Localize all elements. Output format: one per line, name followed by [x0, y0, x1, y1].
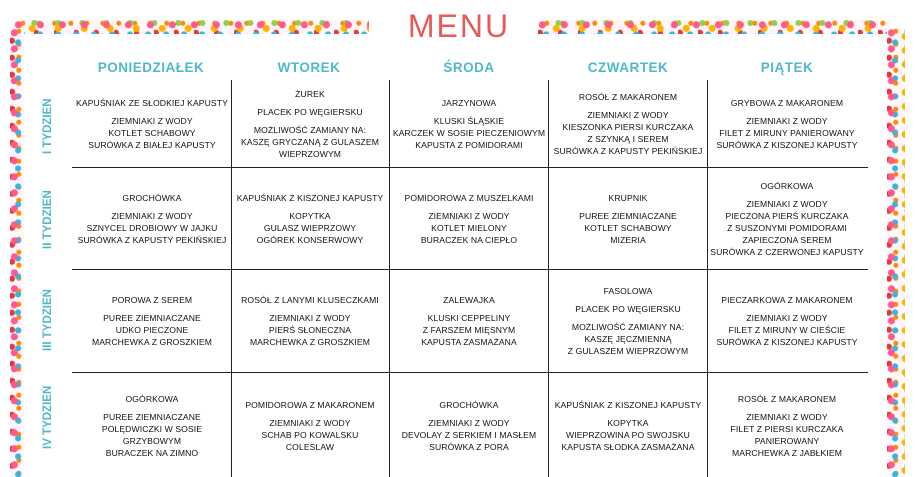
main-course-line: MARCHEWKA Z GROSZKIEM	[249, 337, 371, 347]
main-course	[554, 109, 703, 157]
main-course-line: ZIEMNIAKI Z WODY	[111, 210, 193, 221]
main-course-line: DEVOLAY Z SERKIEM I MASŁEM	[401, 429, 537, 440]
menu-cell	[709, 169, 865, 268]
floral-border-left	[10, 28, 24, 477]
main-course-line: Z SZYNKĄ I SEREM	[587, 134, 669, 144]
main-course-line: KOTLET SCHABOWY	[584, 222, 672, 233]
soup-text: POROWA Z SEREM	[111, 295, 193, 305]
main-course-line: ZIEMNIAKI Z WODY	[746, 411, 828, 422]
soup-text: ROSÓŁ Z LANYMI KLUSECZKAMI	[241, 295, 379, 305]
main-course-line: KLUSKI ŚLĄSKIE	[433, 116, 505, 126]
main-course-line: UDKO PIECZONE	[115, 325, 189, 335]
main-course-line: FILET Z MIRUNY W CIEŚCIE	[728, 325, 846, 335]
week-label-4: IV TYDZIEŃ	[42, 385, 54, 450]
soup-text: OGÓRKOWA	[125, 393, 179, 404]
main-course-line: SURÓWKA Z BIAŁEJ KAPUSTY	[88, 140, 216, 150]
day-header-tuesday: WTOREK	[277, 60, 341, 75]
main-course-line: PUREE ZIEMNIACZANE	[103, 411, 201, 422]
menu-cell	[550, 374, 706, 477]
main-course-line: KOTLET MIELONY	[431, 222, 507, 233]
day-header-friday: PIĄTEK	[760, 60, 814, 75]
menu-cell	[74, 374, 230, 477]
menu-cell	[232, 82, 388, 166]
main-course-line: MARCHEWKA Z GROSZKIEM	[91, 337, 213, 347]
main-course-line: SZNYCEL DROBIOWY W JAJKU	[86, 222, 218, 233]
main-course-line: ZIEMNIAKI Z WODY	[269, 417, 351, 428]
soup-text: POMIDOROWA Z MAKARONEM	[245, 399, 375, 410]
grid-line	[72, 167, 868, 168]
alternative-option-line: Z GULASZEM WIEPRZOWYM	[567, 346, 689, 356]
alternative-option-line: MOŻLIWOŚĆ ZAMIANY NA:	[253, 125, 367, 135]
soup-text: ROSÓŁ Z MAKARONEM	[737, 393, 837, 404]
soup-text: KAPUŚNIAK Z KISZONEJ KAPUSTY	[236, 192, 384, 203]
menu-cell	[709, 374, 865, 477]
alternative-option	[241, 124, 379, 160]
main-course-line: KLUSKI CEPPELINY	[427, 313, 511, 323]
menu-cell	[391, 169, 547, 268]
main-course-line: PUREE ZIEMNIACZANE	[579, 210, 677, 221]
main-course-line: KAPUSTA Z POMIDORAMI	[415, 140, 523, 150]
main-course-line: ZIEMNIAKI Z WODY	[269, 313, 351, 323]
main-course-line: KOPYTKA	[289, 210, 331, 221]
main-course	[421, 210, 517, 246]
soup-text: GROCHÓWKA	[122, 192, 182, 203]
main-course	[710, 198, 863, 258]
main-course-line: KAPUSTA ZASMAŻANA	[421, 337, 517, 347]
menu-cell	[74, 82, 230, 166]
alternative-option-line: WIEPRZOWYM	[278, 149, 342, 159]
main-course-line: FILET Z MIRUNY PANIEROWANY	[719, 128, 855, 138]
main-course	[402, 417, 537, 453]
alternative-option-line: KASZĘ GRYCZANĄ Z GULASZEM	[241, 137, 379, 147]
main-course-line: ZIEMNIAKI Z WODY	[428, 210, 510, 221]
alternative-option-line: MOŻLIWOŚĆ ZAMIANY NA:	[571, 322, 685, 332]
soup-text: KRUPNIK	[608, 192, 648, 203]
main-course	[262, 417, 359, 453]
menu-cell	[232, 374, 388, 477]
main-course-line: KOTLET SCHABOWY	[108, 128, 196, 138]
soup-text: KAPUŚNIAK Z KISZONEJ KAPUSTY	[554, 399, 702, 410]
main-course-line: ZAPIECZONA SEREM	[742, 234, 832, 245]
main-course	[74, 411, 230, 459]
main-course-line: SURÓWKA Z PORA	[429, 441, 509, 452]
grid-line	[389, 80, 390, 477]
main-course	[393, 115, 545, 151]
menu-cell	[232, 169, 388, 268]
main-course-line: ZIEMNIAKI Z WODY	[111, 116, 193, 126]
main-course	[561, 417, 694, 453]
menu-cell	[550, 169, 706, 268]
soup-text: ZALEWAJKA	[443, 295, 495, 305]
main-course-line: KOPYTKA	[607, 417, 649, 428]
main-course	[709, 411, 865, 459]
soup-text: FASOLOWA	[603, 286, 653, 296]
floral-border-right	[887, 28, 905, 477]
main-course-line: WIEPRZOWINA PO SWOJSKU	[566, 429, 690, 440]
menu-cell	[74, 271, 230, 371]
main-course	[579, 210, 677, 246]
main-course	[257, 106, 363, 118]
soup-text: KAPUŚNIAK ZE SŁODKIEJ KAPUSTY	[76, 98, 228, 108]
main-course-line: PIECZONA PIERŚ KURCZAKA	[725, 210, 849, 221]
main-course-line: PLACEK PO WĘGIERSKU	[575, 304, 681, 314]
main-course-line: MIZERIA	[610, 234, 646, 245]
day-header-thursday: CZWARTEK	[587, 60, 669, 75]
soup-text: GRYBOWA Z MAKARONEM	[730, 98, 844, 108]
menu-cell	[232, 271, 388, 371]
grid-line	[72, 269, 868, 270]
day-header-wednesday: ŚRODA	[443, 60, 495, 75]
main-course-line: SURÓWKA Z CZERWONEJ KAPUSTY	[710, 246, 864, 257]
main-course-line: Z SUSZONYMI POMIDORAMI	[727, 222, 847, 233]
soup-text: ŻUREK	[295, 89, 325, 99]
main-course-line: SURÓWKA Z KISZONEJ KAPUSTY	[716, 140, 858, 150]
main-course-line: ZIEMNIAKI Z WODY	[746, 313, 828, 323]
main-course	[421, 312, 517, 348]
main-course-line: SURÓWKA Z KAPUSTY PEKIŃSKIEJ	[77, 234, 227, 245]
menu-cell	[391, 374, 547, 477]
soup-text: ROSÓŁ Z MAKARONEM	[578, 92, 678, 102]
main-course-line: SCHAB PO KOWALSKU	[261, 429, 359, 440]
grid-line	[707, 80, 708, 477]
main-course-line: COLESLAW	[285, 441, 335, 452]
page-title: MENU	[407, 8, 511, 44]
week-label-1: I TYDZIEŃ	[42, 98, 54, 154]
menu-cell	[74, 169, 230, 268]
main-course	[88, 115, 216, 151]
soup-text: OGÓRKOWA	[760, 180, 814, 191]
menu-cell	[550, 271, 706, 371]
main-course-line: ZIEMNIAKI Z WODY	[587, 110, 669, 120]
menu-cell	[709, 271, 865, 371]
menu-cell	[709, 82, 865, 166]
soup-text: PIECZARKOWA Z MAKARONEM	[721, 295, 853, 305]
grid-line	[72, 372, 868, 373]
week-label-3: III TYDZIEŃ	[42, 289, 54, 351]
main-course-line: KAPUSTA SŁODKA ZASMAŻANA	[561, 441, 695, 452]
main-course-line: Z FARSZEM MIĘSNYM	[422, 325, 516, 335]
menu-cell	[550, 82, 706, 166]
main-course-line: SURÓWKA Z KAPUSTY PEKIŃSKIEJ	[553, 146, 703, 156]
menu-cell	[391, 82, 547, 166]
main-course-line: KIESZONKA PIERSI KURCZAKA	[562, 122, 694, 132]
grid-line	[548, 80, 549, 477]
main-course-line: BURACZEK NA ZIMNO	[105, 447, 199, 458]
main-course-line: PLACEK PO WĘGIERSKU	[257, 107, 363, 117]
week-label-2: II TYDZIEŃ	[42, 190, 54, 250]
main-course	[78, 210, 227, 246]
main-course-line: OGÓREK KONSERWOWY	[256, 234, 364, 245]
alternative-option	[568, 321, 689, 357]
soup-text: POMIDOROWA Z MUSZELKAMI	[404, 192, 534, 203]
alternative-option-line: KASZĘ JĘCZMIENNĄ	[584, 334, 672, 344]
day-header-monday: PONIEDZIAŁEK	[97, 60, 205, 75]
main-course-line: FILET Z PIERSI KURCZAKA PANIEROWANY	[730, 423, 844, 446]
main-course-line: KARCZEK W SOSIE PIECZENIOWYM	[392, 128, 546, 138]
main-course	[716, 312, 857, 348]
menu-cell	[391, 271, 547, 371]
main-course-line: GULASZ WIEPRZOWY	[263, 222, 357, 233]
main-course-line: MARCHEWKA Z JABŁKIEM	[732, 447, 842, 458]
soup-text: JARZYNOWA	[441, 98, 497, 108]
main-course-line: PUREE ZIEMNIACZANE	[103, 313, 201, 323]
main-course-line: POLĘDWICZKI W SOSIE GRZYBOWYM	[101, 423, 203, 446]
main-course	[250, 312, 370, 348]
main-course	[716, 115, 857, 151]
main-course-line: ZIEMNIAKI Z WODY	[746, 198, 828, 209]
main-course	[92, 312, 212, 348]
main-course	[257, 210, 364, 246]
main-course-line: BURACZEK NA CIEPŁO	[420, 234, 518, 245]
main-course-line: SURÓWKA Z KISZONEJ KAPUSTY	[716, 337, 858, 347]
main-course-line: ZIEMNIAKI Z WODY	[428, 417, 510, 428]
main-course-line: PIERŚ SŁONECZNA	[268, 325, 352, 335]
main-course-line: ZIEMNIAKI Z WODY	[746, 116, 828, 126]
main-course	[575, 303, 681, 315]
soup-text: GROCHÓWKA	[439, 399, 499, 410]
